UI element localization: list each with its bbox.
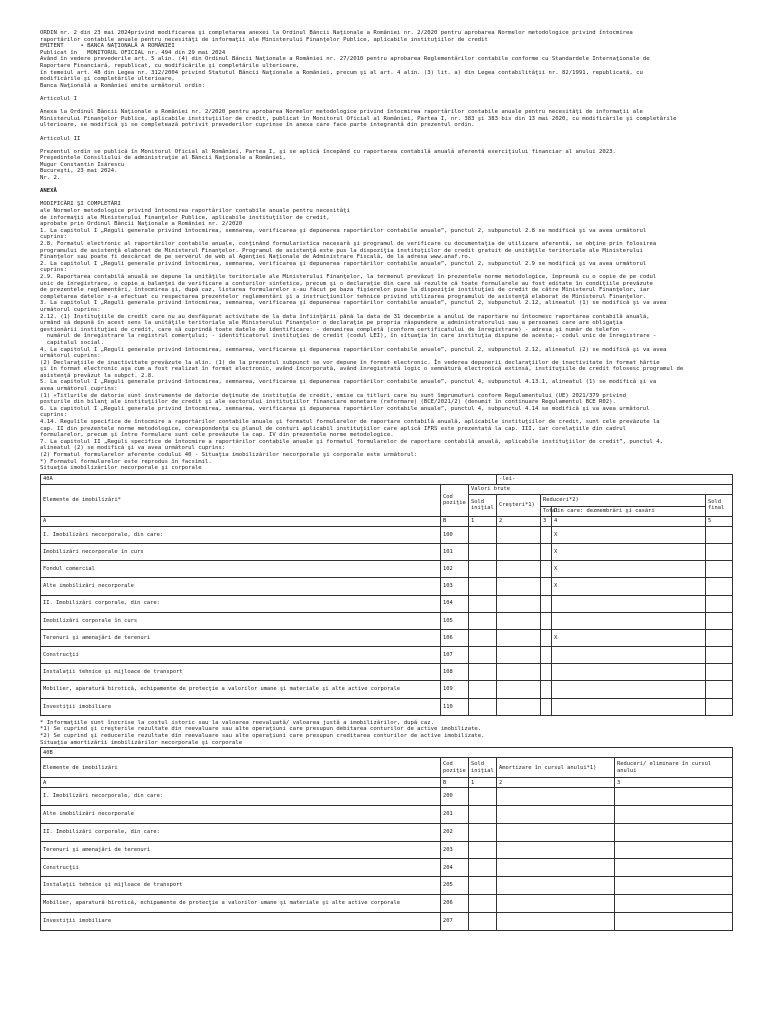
row-label: Terenuri şi amenajări de terenuri (41, 629, 441, 646)
cell-sold-initial (469, 664, 497, 681)
cell-total (541, 526, 552, 543)
annex-line: cap. II din prezentele norme metodologice, corespondenţa cu planul de conturi aplicabil instituţiilor care aplică IFRS este prezentată la cap. III, iar corelaţiile din cadrul (40, 425, 626, 432)
cell-sold-final (706, 561, 733, 578)
cell-sold-initial (469, 788, 497, 806)
cell-total (541, 543, 552, 560)
annex-line: gestionării instituţiei de credit, care să cuprindă toate datele de identificare: - denumirea completă (conform certificatului de înregistrare) - adresa şi număr de telefon - (40, 326, 626, 333)
article-line: ulterioare, se modifică şi se completează potrivit prevederilor cuprinse în anexa care face parte integrantă din prezentul ordin. (40, 122, 475, 129)
cell-cresteri (497, 561, 541, 578)
cell-cresteri (497, 629, 541, 646)
row-label: Alte imobilizări necorporale (41, 806, 441, 824)
cell-cresteri (497, 664, 541, 681)
footnote-line: *2) Se cuprind şi reducerile rezultate din reevaluare sau alte operaţiuni care presupun creditarea conturilor de active imobilizate. (40, 733, 485, 740)
cell-sold-initial (469, 912, 497, 930)
annex-line: urmând să depună în acest sens la unităţile teritoriale ale Ministerului Finanţelor o declaraţie pe propria răspundere a administratorului sau a persoanei care are obligaţia (40, 320, 623, 327)
header-line: Publicat în MONITORUL OFICIAL nr. 494 din 29 mai 2024 (40, 49, 226, 56)
row-label: II. Imobilizări corporale, din care: (41, 595, 441, 612)
cell-sold-initial (469, 647, 497, 664)
annex-line: formularelor, precum şi între formulare sunt cele prevăzute la cap. IV din prezentele norme metodologice. (40, 432, 394, 439)
row-cod: 206 (441, 895, 469, 913)
table-row (41, 823, 733, 841)
annex-line: (1) «Titlurile de datorie sunt instrumente de datorie deţinute de instituţia de credit, emise ca titluri care nu sunt împrumuturi conform Regulamentului (UE) 2021/379 privind (40, 392, 626, 399)
row-cod: 108 (441, 664, 469, 681)
col-reduceri-b: Reduceri/ eliminare în cursul anului (615, 758, 733, 778)
cell-cresteri (497, 595, 541, 612)
cell-cresteri (497, 681, 541, 698)
row-cod: 105 (441, 612, 469, 629)
cell-sold-initial (469, 806, 497, 824)
cell-din-care (552, 664, 706, 681)
annex-line: 6. La capitolul I „Reguli generale privind întocmirea, semnarea, verificarea şi depunerea raportărilor contabile anuale”, punctul 4, subpunctul 4.14 se modifică şi va avea următorul (40, 405, 650, 412)
cell-amortizare (497, 859, 615, 877)
annex-line: (2) Declaraţiile de inactivitate prevăzute la alin. (1) de la prezentul subpunct se vor depune în format electronic. În vederea depunerii declaraţiilor de inactivitate în format hârtie (40, 359, 660, 366)
cell-total (541, 578, 552, 595)
cell-cresteri (497, 612, 541, 629)
row-cod: 205 (441, 877, 469, 895)
annex-line: completarea datelor s-a efectuat cu respectarea prezentelor reglementări şi a instrucţiunilor tehnice privind utilizarea programului de asistenţă elaborat de Ministerul Finanţelor. (40, 293, 647, 300)
cell-sold-initial (469, 698, 497, 715)
col-cod: Cod poziţie (441, 484, 469, 516)
row-cod: 110 (441, 698, 469, 715)
cell-sold-final (706, 664, 733, 681)
table-row (41, 561, 733, 578)
cell-reduceri (615, 912, 733, 930)
row-label: Mobilier, aparatură birotică, echipamente de protecţie a valorilor umane şi materiale şi alte active corporale (41, 895, 441, 913)
cell-sold-final (706, 681, 733, 698)
cell-sold-final (706, 629, 733, 646)
cell-sold-initial (469, 629, 497, 646)
row-label: Alte imobilizări necorporale (41, 578, 441, 595)
row-cod: 104 (441, 595, 469, 612)
table-row (41, 681, 733, 698)
cell-total (541, 612, 552, 629)
row-label: Fondul comercial (41, 561, 441, 578)
row-label: Investiţii imobiliare (41, 698, 441, 715)
cell-amortizare (497, 806, 615, 824)
cell-sold-initial (469, 823, 497, 841)
index-row: A B 1 2 3 4 5 (41, 516, 733, 526)
cell-din-care (552, 698, 706, 715)
header-line: modificările şi completările ulterioare, (40, 76, 175, 83)
row-label: I. Imobilizări necorporale, din care: (41, 526, 441, 543)
cell-din-care: X (552, 629, 706, 646)
cell-amortizare (497, 912, 615, 930)
table-row (41, 877, 733, 895)
header-line: ORDIN nr. 2 din 23 mai 2024privind modificarea şi completarea anexei la Ordinul Băncii Naţionale a României nr. 2/2020 pentru aprobarea Normelor metodologice privind întocmirea (40, 30, 633, 36)
cell-total (541, 629, 552, 646)
annex-line: 5. La capitolul I „Reguli generale privind întocmirea, semnarea, verificarea şi depunerea raportărilor contabile anuale”, punctul 4, subpunctul 4.13.1, alineatul (1) se modifică şi va (40, 379, 657, 386)
cell-din-care: X (552, 578, 706, 595)
table-row (41, 595, 733, 612)
article-line: Ministerului Finanţelor Publice, aplicabile instituţiilor de credit, publicat în Monitorul Oficial al României, Partea I, nr. 383 şi 383 bis din 13 mai 2020, cu modificările şi completările (40, 115, 677, 122)
cell-reduceri (615, 788, 733, 806)
col-sold-initial: Sold iniţial (469, 494, 497, 516)
cell-sold-initial (469, 561, 497, 578)
header-line: Banca Naţională a României emite următorul ordin: (40, 82, 206, 89)
row-label: II. Imobilizări corporale, din care: (41, 823, 441, 841)
row-cod: 109 (441, 681, 469, 698)
annex-line: unic de înregistrare, o copie a balanţei de verificare a conturilor sintetice, precum şi o declaraţie din care să rezulte că toate formularele au fost editate în condiţiile prevăzute (40, 280, 653, 287)
annex-line: cuprins: (40, 234, 67, 241)
table-row (41, 578, 733, 595)
table-row (41, 895, 733, 913)
annex-line: asistenţă prevăzut la subpct. 2.8. (40, 372, 155, 379)
cell-sold-initial (469, 859, 497, 877)
row-cod: 102 (441, 561, 469, 578)
cell-din-care: X (552, 543, 706, 560)
table-40b-code: 40B (41, 748, 733, 758)
row-label: Instalaţii tehnice şi mijloace de transport (41, 877, 441, 895)
cell-cresteri (497, 578, 541, 595)
cell-sold-final (706, 595, 733, 612)
footnote-line: Situaţia amortizării imobilizărilor necorporale şi corporale (40, 739, 243, 746)
annex-line: următorul cuprins: (40, 306, 101, 313)
table-row (41, 788, 733, 806)
cell-amortizare (497, 841, 615, 859)
cell-total (541, 681, 552, 698)
document-page (40, 30, 732, 931)
footnote-line: * Informaţiile sunt înscrise la costul istoric sau la valoarea reevaluată/ valoarea justă a imobilizărilor, după caz. (40, 719, 435, 726)
annex-line: aprobate prin Ordinul Băncii Naţionale a României nr. 2/2020 (40, 221, 243, 228)
table-40a (40, 474, 733, 716)
annex-line: cuprins: (40, 267, 67, 274)
annex-line: de prezentele reglementări, întocmirea şi, după caz, listarea formularelor s-au făcut pe baza fişierelor puse la dispoziţie instituţiei de credit de către Ministerul Finanţelor, iar (40, 287, 650, 294)
cell-reduceri (615, 859, 733, 877)
row-label: Construcţii (41, 859, 441, 877)
cell-sold-final (706, 612, 733, 629)
annex-line: şi în format electronic aşa cum a fost realizat în format electronic, având încorporată, având înregistrată logic o semnătură electronică extinsă, instituţiile de credit folosesc programul de (40, 366, 684, 373)
header-line: Raportare Financiară, republicat, cu modificările şi completările ulterioare, (40, 62, 300, 69)
cell-sold-final (706, 647, 733, 664)
cell-sold-initial (469, 681, 497, 698)
annex-line: Finanţelor sau poate fi descărcat de pe serverul de web al Agenţiei Naţionale de Administrare Fiscală, de la adresa www.anaf.ro. (40, 254, 472, 261)
table-row (41, 859, 733, 877)
table-40a-unit: -lei- (497, 474, 733, 484)
cell-sold-initial (469, 526, 497, 543)
table-row (41, 647, 733, 664)
table-row (41, 698, 733, 715)
row-cod: 204 (441, 859, 469, 877)
article-line: Preşedintele Consiliului de administraţie al Băncii Naţionale a României, (40, 155, 286, 162)
cell-reduceri (615, 841, 733, 859)
table-row (41, 664, 733, 681)
col-cod-b: Cod poziţie (441, 758, 469, 778)
cell-din-care (552, 612, 706, 629)
col-sold-initial-b: Sold iniţial (469, 758, 497, 778)
annex-line: avea următorul cuprins: (40, 386, 118, 393)
row-label: Imobilizări necorporale în curs (41, 543, 441, 560)
annex-line: ale Normelor metodologice privind întocmirea raportărilor contabile anuale pentru necesităţi (40, 208, 350, 215)
row-cod: 106 (441, 629, 469, 646)
col-elements-b: Elemente de imobilizări (41, 758, 441, 778)
table-row (41, 629, 733, 646)
table-row (41, 543, 733, 560)
article-1-title: Articolul I (40, 95, 78, 102)
table-row (41, 612, 733, 629)
row-cod: 200 (441, 788, 469, 806)
annex-line: 3. La capitolul I „Reguli generale privind întocmirea, semnarea, verificarea şi depunerea raportărilor contabile anuale”, punctul 2, subpunctul 2.12, alineatul (1) se modifică şi va avea (40, 300, 667, 307)
cell-din-care: X (552, 526, 706, 543)
annex-line: Situaţia imobilizărilor necorporale şi corporale (40, 465, 202, 472)
cell-sold-initial (469, 877, 497, 895)
cell-total (541, 647, 552, 664)
index-row-b: A B 1 2 3 (41, 778, 733, 788)
col-reduceri: Reduceri*2) (541, 494, 706, 506)
article-line: Anexa la Ordinul Băncii Naţionale a României nr. 2/2020 pentru aprobarea Normelor metodologice privind întocmirea raportărilor contabile anuale pentru necesităţi de informaţii ale (40, 109, 643, 116)
article-line: Bucureşti, 23 mai 2024. (40, 168, 118, 175)
cell-din-care (552, 647, 706, 664)
row-cod: 207 (441, 912, 469, 930)
annex-line: 4.14. Regulile specifice de întocmire a raportărilor contabile anuale şi formatul formularelor de raportare contabilă anuală, aplicabile instituţiilor de credit, sunt cele prevăzute la (40, 419, 660, 426)
cell-cresteri (497, 647, 541, 664)
annex-line: capitalul social. (40, 339, 105, 346)
table-row (41, 806, 733, 824)
valori-brute: Valori brute (469, 484, 733, 494)
cell-sold-initial (469, 612, 497, 629)
header-line: Având în vedere prevederile art. 5 alin. (4) din Ordinul Băncii Naţionale a României nr. 27/2010 pentru aprobarea Reglementărilor contabile conforme cu Standardele Internaţionale de (40, 56, 650, 63)
annex-title: ANEXĂ (40, 188, 57, 195)
row-label: Instalaţii tehnice şi mijloace de transport (41, 664, 441, 681)
row-label: Mobilier, aparatură birotică, echipamente de protecţie a valorilor umane şi materiale şi alte active corporale (41, 681, 441, 698)
cell-sold-initial (469, 578, 497, 595)
order-header (40, 30, 732, 89)
cell-total (541, 664, 552, 681)
header-line: raportărilor contabile anuale pentru necesităţi de informaţii ale Ministerului Finanţelor Publice, aplicabile instituţiilor de credit (40, 36, 488, 43)
cell-sold-initial (469, 895, 497, 913)
article-line: Nr. 2. (40, 175, 61, 182)
header-line: în temeiul art. 48 din Legea nr. 312/2004 privind Statutul Băncii Naţionale a României, precum şi al art. 4 alin. (3) lit. a) din Legea contabilităţii nr. 82/1991, republicată, cu (40, 69, 643, 76)
cell-din-care (552, 595, 706, 612)
row-label: Construcţii (41, 647, 441, 664)
table-row (41, 912, 733, 930)
row-label: Imobilizări corporale în curs (41, 612, 441, 629)
cell-amortizare (497, 877, 615, 895)
row-cod: 202 (441, 823, 469, 841)
table-row (41, 526, 733, 543)
footnote-line: *1) Se cuprind şi creşterile rezultate din reevaluare sau alte operaţiuni care presupun debitarea conturilor de active imobilizate. (40, 726, 482, 733)
annex-line: *) Formatul formularelor este reprodus în facsimil. (40, 458, 212, 465)
annex-line: de informaţii ale Ministerului Finanţelor Publice, aplicabile instituţiilor de credit, (40, 214, 330, 221)
article-line: Prezentul ordin se publică în Monitorul Oficial al României, Partea I, şi se aplică începând cu raportarea contabilă anuală aferentă exerciţiului financiar al anului 2023. (40, 148, 616, 155)
cell-din-care (552, 681, 706, 698)
col-sold-final: Sold final (706, 494, 733, 516)
annex-line: programului de asistenţă elaborat de Ministerul Finanţelor. Programul de asistenţă este pus la dispoziţia instituţiilor de credit gratuit de unităţile teritoriale ale Ministerului (40, 247, 643, 254)
article-line: Mugur Constantin Isărescu (40, 161, 125, 168)
row-cod: 101 (441, 543, 469, 560)
row-label: I. Imobilizări necorporale, din care: (41, 788, 441, 806)
cell-cresteri (497, 543, 541, 560)
cell-amortizare (497, 788, 615, 806)
annex-line: 1. La capitolul I „Reguli generale privind întocmirea, semnarea, verificarea şi depunerea raportărilor contabile anuale”, punctul 2, subpunctul 2.8 se modifică şi va avea următorul (40, 227, 647, 234)
table-40b (40, 747, 733, 930)
cell-cresteri (497, 526, 541, 543)
annex-line: alineatul (2) se modifică şi va avea următorul cuprins: (40, 445, 226, 452)
article-1-body (40, 109, 732, 129)
annex-line: cuprins: (40, 412, 67, 419)
cell-sold-final (706, 698, 733, 715)
cell-amortizare (497, 823, 615, 841)
annex-line: 2.12. (1) Instituţiile de credit care nu au desfăşurat activitate de la data înfiinţării până la data de 31 decembrie a anului de raportare nu întocmesc raportarea contabilă anuală, (40, 313, 650, 320)
cell-sold-final (706, 526, 733, 543)
row-cod: 201 (441, 806, 469, 824)
row-cod: 203 (441, 841, 469, 859)
col-total: Total (541, 506, 552, 516)
col-din-care: Din care: dezmembrări şi casări (552, 506, 706, 516)
cell-din-care: X (552, 561, 706, 578)
annex-line: 2.8. Formatul electronic al raportărilor contabile anuale, conţinând formularistica necesară şi programul de verificare cu documentaţia de utilizare aferentă, se obţine prin folosirea (40, 241, 657, 247)
cell-sold-final (706, 543, 733, 560)
col-cresteri: Creşteri*1) (497, 494, 541, 516)
cell-amortizare (497, 895, 615, 913)
cell-total (541, 698, 552, 715)
cell-sold-initial (469, 841, 497, 859)
annex-line: numărul de înregistrare la registrul comerţului; - identificatorul instituţiei de credit (codul LEI), în situaţia în care instituţia dispune de acesta;- codul unic de înregistrare - (40, 333, 657, 340)
annex-line: 4. La capitolul I „Reguli generale privind întocmirea, semnarea, verificarea şi depunerea raportărilor contabile anuale”, punctul 2, subpunctul 2.12, alineatul (2) se modifică şi va avea (40, 346, 667, 353)
cell-sold-final (706, 578, 733, 595)
cell-sold-initial (469, 595, 497, 612)
annex-line: MODIFICĂRI ŞI COMPLETĂRI (40, 201, 121, 208)
annex-line: (2) Formatul formularelor aferente codului 40 - Situaţia imobilizărilor necorporale şi corporale este următorul: (40, 452, 418, 458)
annex-line: 2. La capitolul I „Reguli generale privind întocmirea, semnarea, verificarea şi depunerea raportărilor contabile anuale”, punctul 2, subpunctul 2.9 se modifică şi va avea următorul (40, 260, 647, 267)
cell-sold-initial (469, 543, 497, 560)
annex-line: posturile din bilanţ ale instituţiilor de credit şi ale sectorului instituţiilor financiare monetare (reformare) (BCE/2021/2) (denumit în continuare Regulamentul BCE R02). (40, 399, 616, 406)
row-label: Terenuri şi amenajări de terenuri (41, 841, 441, 859)
header-line: EMITENT • BANCA NAŢIONALĂ A ROMÂNIEI (40, 43, 175, 50)
col-amortizare: Amortizare în cursul anului*1) (497, 758, 615, 778)
row-cod: 103 (441, 578, 469, 595)
article-2-title: Articolul II (40, 135, 81, 142)
table-row (41, 841, 733, 859)
annex-body (40, 201, 732, 471)
row-cod: 100 (441, 526, 469, 543)
footnotes (40, 720, 732, 746)
cell-reduceri (615, 895, 733, 913)
annex-line: următorul cuprins: (40, 353, 101, 360)
annex-line: 2.9. Raportarea contabilă anuală se depune la unităţile teritoriale ale Ministerului Finanţelor, la termenul prevăzut în prezentele norme metodologice, împreună cu o copie de pe codul (40, 273, 657, 280)
cell-reduceri (615, 823, 733, 841)
annex-line: 7. La capitolul II „Reguli specifice de întocmire a raportărilor contabile anuale şi formatul formularelor de raportare contabilă anuală, aplicabile instituţiilor de credit”, punctul 4, (40, 438, 664, 445)
cell-total (541, 595, 552, 612)
col-elements: Elemente de imobilizări* (41, 484, 441, 516)
row-cod: 107 (441, 647, 469, 664)
cell-reduceri (615, 806, 733, 824)
table-40a-code: 40A (41, 474, 497, 484)
cell-total (541, 561, 552, 578)
article-2-body (40, 149, 732, 182)
row-label: Investiţii imobiliare (41, 912, 441, 930)
cell-reduceri (615, 877, 733, 895)
cell-cresteri (497, 698, 541, 715)
